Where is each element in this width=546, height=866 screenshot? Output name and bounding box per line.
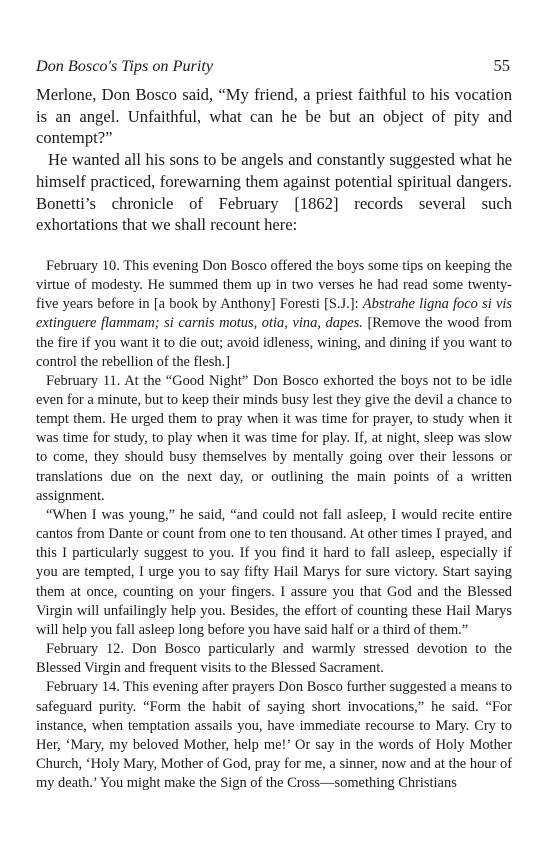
latin-verse: Abstrahe ligna foco si vis extinguere flammam; si carnis motus, otia, vina, dapes. bbox=[36, 296, 512, 332]
paragraph-merlone: Merlone, Don Bosco said, “My friend, a priest faithful to his vocation is an angel. Unfaithful, what can he be but an object of pity and contempt?” bbox=[36, 85, 512, 148]
main-text bbox=[36, 84, 512, 236]
book-page bbox=[36, 56, 512, 793]
entry-february-12: February 12. Don Bosco particularly and warmly stressed devotion to the Blessed Virgin and frequent visits to the Blessed Sacrament. bbox=[36, 641, 512, 677]
entry-february-14: February 14. This evening after prayers Don Bosco further suggested a means to safeguard purity. “Form the habit of saying short invocations,” he said. “For instance, when temptation assails you, have immediate recourse to Mary. Cry to Her, ‘Mary, my beloved Mother, help me!’ Or say in the words of Holy Mother Church, ‘Holy Mary, Mother of God, pray for me, a sinner, now and at the hour of my death.’ You might make the Sign of the Cross—something Christians bbox=[36, 679, 512, 792]
feb10-text-b: [Remove the wood from the fire if you want it to die out; avoid idleness, wining, and dining if you want to control the rebellion of the flesh.] bbox=[36, 315, 512, 370]
entry-february-11-quote: “When I was young,” he said, “and could not fall asleep, I would recite entire cantos from Dante or count from one to ten thousand. At other times I prayed, and this I particularly suggest to you. If you find it hard to fall asleep, especially if you are tempted, I urge you to say fifty Hail Marys for sure victory. Start saying them at once, counting on your fingers. I assure you that God and the Blessed Virgin will unfailingly help you. Besides, the effort of counting these Hail Marys will help you fall asleep long before you have said half or a third of them.” bbox=[36, 506, 512, 638]
entry-february-11: February 11. At the “Good Night” Don Bosco exhorted the boys not to be idle even for a minute, but to keep their minds busy lest they give the devil a chance to tempt them. He urged them to pray when it was time for prayer, to study when it was time for study, to play when it was time for play. If, at night, sleep was slow to come, they should busy themselves by mentally going over their lessons or translations due on the next day, or outlining the main points of a written assignment. bbox=[36, 372, 512, 504]
page-header bbox=[36, 56, 512, 84]
entry-february-10 bbox=[36, 257, 512, 372]
chronicle-extract bbox=[36, 257, 512, 793]
section-gap bbox=[36, 236, 512, 257]
page-number: 55 bbox=[493, 56, 510, 75]
running-head: Don Bosco's Tips on Purity bbox=[36, 57, 214, 75]
paragraph-angels: He wanted all his sons to be angels and constantly suggested what he himself practiced, forewarning them against potential spiritual dangers. Bonetti’s chronicle of February [1862] records several such exhortations that we shall recount here: bbox=[36, 150, 512, 235]
feb10-text-a: February 10. This evening Don Bosco offered the boys some tips on keeping the virtue of modesty. He summed them up in two verses he had read some twenty-five years before in [a book by Anthony] Foresti [S.J.]: bbox=[36, 257, 512, 313]
